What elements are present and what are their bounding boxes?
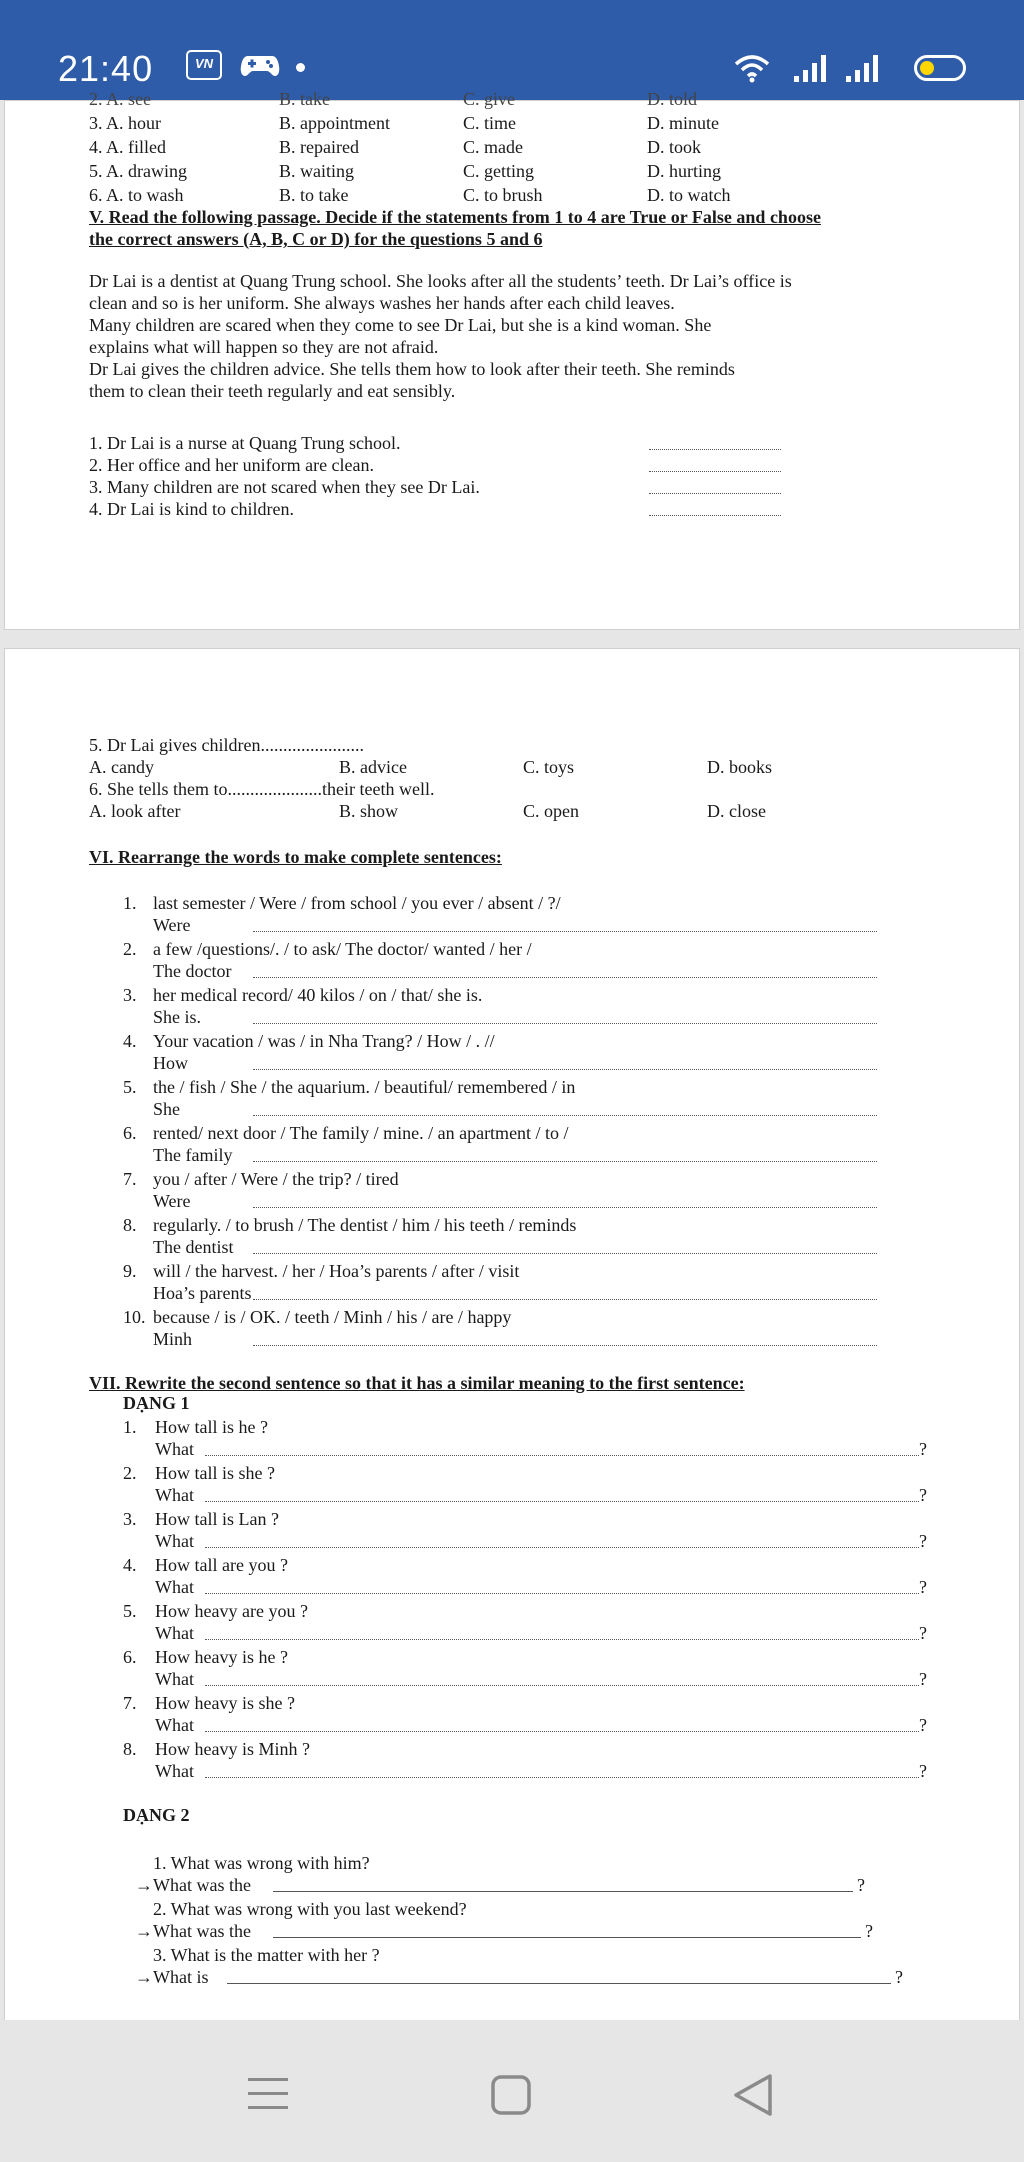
option-c: C. time (463, 113, 516, 133)
sentence-start: What (155, 1485, 194, 1505)
option-row (89, 137, 989, 157)
option-d: D. told (647, 89, 698, 109)
dot-icon (296, 63, 305, 72)
scrambled-words: will / the harvest. / her / Hoa’s parents / after / visit (153, 1261, 520, 1281)
sentence-start: Were (153, 1191, 191, 1211)
section-6-heading: VI. Rearrange the words to make complete sentences: (89, 847, 502, 867)
question-mark: ? (895, 1967, 903, 1987)
option-b: B. show (339, 801, 399, 821)
answer-line[interactable] (253, 1345, 877, 1346)
status-bar (0, 0, 1024, 100)
item-number: 2. (123, 939, 137, 959)
option-a: 5. A. drawing (89, 161, 187, 181)
answer-line[interactable] (253, 1115, 877, 1116)
scrambled-words: regularly. / to brush / The dentist / him / his teeth / reminds (153, 1215, 577, 1235)
scrambled-words: because / is / OK. / teeth / Minh / his / are / happy (153, 1307, 512, 1327)
option-c: C. to brush (463, 185, 543, 205)
answer-line[interactable] (273, 1891, 853, 1892)
game-controller-icon (240, 52, 280, 78)
statement: 1. Dr Lai is a nurse at Quang Trung school. (89, 433, 401, 453)
sentence-start: What (155, 1715, 194, 1735)
sentence-start: →What is (135, 1967, 209, 1987)
option-row (89, 185, 989, 205)
sentence-start: What (155, 1531, 194, 1551)
item-number: 4. (123, 1031, 137, 1051)
section-5-heading-2: the correct answers (A, B, C or D) for the questions 5 and 6 (89, 229, 543, 249)
navigation-bar (0, 2020, 1024, 2162)
option-c: C. open (523, 801, 579, 821)
option-d: D. to watch (647, 185, 731, 205)
answer-line[interactable] (205, 1639, 919, 1640)
question-mark: ? (857, 1875, 865, 1895)
statement: 3. Many children are not scared when they see Dr Lai. (89, 477, 480, 497)
question-mark: ? (919, 1623, 927, 1643)
answer-line[interactable] (253, 977, 877, 978)
answer-line[interactable] (253, 1253, 877, 1254)
answer-line[interactable] (205, 1685, 919, 1686)
question-text: How heavy is she ? (155, 1693, 295, 1713)
scrambled-words: a few /questions/. / to ask/ The doctor/ wanted / her / (153, 939, 532, 959)
question-text: 2. What was wrong with you last weekend? (153, 1899, 467, 1919)
question-text: 3. What is the matter with her ? (153, 1945, 380, 1965)
option-b: B. appointment (279, 113, 390, 133)
passage-line: clean and so is her uniform. She always washes her hands after each child leaves. (89, 293, 675, 313)
option-a: A. candy (89, 757, 154, 777)
vn-app-badge: VN (194, 56, 214, 71)
item-number: 6. (123, 1123, 137, 1143)
home-icon[interactable] (490, 2074, 532, 2116)
document-page-1 (4, 89, 1020, 630)
menu-icon[interactable] (246, 2074, 290, 2114)
scrambled-words: her medical record/ 40 kilos / on / that/ she is. (153, 985, 483, 1005)
sentence-start: What (155, 1577, 194, 1597)
item-number: 2. (123, 1463, 137, 1483)
question-text: How tall are you ? (155, 1555, 288, 1575)
question-text: How heavy are you ? (155, 1601, 308, 1621)
option-b: B. repaired (279, 137, 359, 157)
question-mark: ? (919, 1439, 927, 1459)
option-b: B. waiting (279, 161, 354, 181)
scrambled-words: you / after / Were / the trip? / tired (153, 1169, 399, 1189)
question-text: How tall is he ? (155, 1417, 268, 1437)
answer-line[interactable] (273, 1937, 861, 1938)
answer-line[interactable] (205, 1777, 919, 1778)
answer-line[interactable] (205, 1501, 919, 1502)
question-mark: ? (919, 1531, 927, 1551)
scrambled-words: the / fish / She / the aquarium. / beautiful/ remembered / in (153, 1077, 576, 1097)
sentence-start: How (153, 1053, 188, 1073)
vn-app-icon (186, 50, 222, 80)
document-page-2 (4, 648, 1020, 2020)
scrambled-words: rented/ next door / The family / mine. / an apartment / to / (153, 1123, 569, 1143)
answer-line[interactable] (253, 1069, 877, 1070)
option-c: C. made (463, 137, 523, 157)
sentence-start: She is. (153, 1007, 202, 1027)
option-d: D. hurting (647, 161, 721, 181)
item-number: 5. (123, 1601, 137, 1621)
sentence-start: →What was the (135, 1921, 251, 1941)
option-row (89, 161, 989, 181)
item-number: 6. (123, 1647, 137, 1667)
answer-line[interactable] (253, 1299, 877, 1300)
sentence-start: The doctor (153, 961, 232, 981)
question-mark: ? (865, 1921, 873, 1941)
item-number: 10. (123, 1307, 146, 1327)
sentence-start: →What was the (135, 1875, 251, 1895)
battery-icon (914, 55, 966, 81)
section-7-heading: VII. Rewrite the second sentence so that it has a similar meaning to the first sentence: (89, 1373, 745, 1393)
item-number: 5. (123, 1077, 137, 1097)
option-d: D. minute (647, 113, 719, 133)
item-number: 1. (123, 1417, 137, 1437)
option-c: C. getting (463, 161, 534, 181)
option-a: 3. A. hour (89, 113, 161, 133)
item-number: 8. (123, 1739, 137, 1759)
answer-line[interactable] (205, 1593, 919, 1594)
sentence-start: The family (153, 1145, 233, 1165)
scrambled-words: Your vacation / was / in Nha Trang? / How / . // (153, 1031, 495, 1051)
question-mark: ? (919, 1761, 927, 1781)
dang-1-label: DẠNG 1 (123, 1393, 190, 1413)
option-a: A. look after (89, 801, 181, 821)
option-b: B. take (279, 89, 330, 109)
back-icon[interactable] (730, 2072, 774, 2118)
option-c: C. toys (523, 757, 575, 777)
sentence-start: What (155, 1439, 194, 1459)
option-d: D. books (707, 757, 773, 777)
option-a: 6. A. to wash (89, 185, 184, 205)
sentence-start: What (155, 1623, 194, 1643)
statement: 4. Dr Lai is kind to children. (89, 499, 294, 519)
wifi-icon (732, 52, 772, 84)
question-text: 1. What was wrong with him? (153, 1853, 370, 1873)
answer-line[interactable] (253, 1161, 877, 1162)
item-number: 9. (123, 1261, 137, 1281)
answer-blank[interactable] (649, 493, 781, 494)
answer-line[interactable] (253, 1023, 877, 1024)
option-b: B. advice (339, 757, 407, 777)
question-5: 5. Dr Lai gives children....................... (89, 735, 364, 755)
answer-line[interactable] (253, 1207, 877, 1208)
question-6: 6. She tells them to.....................their teeth well. (89, 779, 435, 799)
sentence-start: What (155, 1761, 194, 1781)
option-a: 4. A. filled (89, 137, 166, 157)
sentence-start: She (153, 1099, 180, 1119)
answer-line[interactable] (205, 1455, 919, 1456)
sentence-start: What (155, 1669, 194, 1689)
dang-2-label: DẠNG 2 (123, 1805, 190, 1825)
question-text: How heavy is he ? (155, 1647, 288, 1667)
question-5-options (89, 757, 989, 777)
sentence-start: Hoa’s parents (153, 1283, 252, 1303)
option-d: D. took (647, 137, 701, 157)
passage-line: explains what will happen so they are not afraid. (89, 337, 439, 357)
item-number: 3. (123, 985, 137, 1005)
passage-line: Dr Lai is a dentist at Quang Trung school. She looks after all the students’ teeth. Dr Lai’s office is (89, 271, 792, 291)
question-mark: ? (919, 1577, 927, 1597)
item-number: 1. (123, 893, 137, 913)
sentence-start: The dentist (153, 1237, 234, 1257)
answer-line[interactable] (227, 1983, 891, 1984)
question-text: How tall is Lan ? (155, 1509, 279, 1529)
option-b: B. to take (279, 185, 349, 205)
passage-line: Dr Lai gives the children advice. She tells them how to look after their teeth. She reminds (89, 359, 735, 379)
option-c: C. give (463, 89, 515, 109)
answer-blank[interactable] (649, 449, 781, 450)
question-mark: ? (919, 1485, 927, 1505)
section-5-heading: V. Read the following passage. Decide if the statements from 1 to 4 are True or False and choose (89, 207, 821, 227)
answer-blank[interactable] (649, 515, 781, 516)
question-text: How tall is she ? (155, 1463, 275, 1483)
question-text: How heavy is Minh ? (155, 1739, 310, 1759)
item-number: 3. (123, 1509, 137, 1529)
answer-line[interactable] (205, 1731, 919, 1732)
option-a: 2. A. see (89, 89, 151, 109)
answer-blank[interactable] (649, 471, 781, 472)
sentence-start: Were (153, 915, 191, 935)
passage-line: Many children are scared when they come to see Dr Lai, but she is a kind woman. She (89, 315, 712, 335)
option-row (89, 113, 989, 133)
item-number: 4. (123, 1555, 137, 1575)
answer-line[interactable] (253, 931, 877, 932)
passage-line: them to clean their teeth regularly and eat sensibly. (89, 381, 456, 401)
question-mark: ? (919, 1669, 927, 1689)
item-number: 8. (123, 1215, 137, 1235)
cut-row (89, 89, 698, 109)
scrambled-words: last semester / Were / from school / you ever / absent / ?/ (153, 893, 561, 913)
option-d: D. close (707, 801, 766, 821)
statement: 2. Her office and her uniform are clean. (89, 455, 375, 475)
signal-icon (792, 52, 900, 84)
status-time: 21:40 (58, 48, 154, 89)
answer-line[interactable] (205, 1547, 919, 1548)
item-number: 7. (123, 1693, 137, 1713)
question-mark: ? (919, 1715, 927, 1735)
sentence-start: Minh (153, 1329, 193, 1349)
question-6-options (89, 801, 989, 821)
item-number: 7. (123, 1169, 137, 1189)
